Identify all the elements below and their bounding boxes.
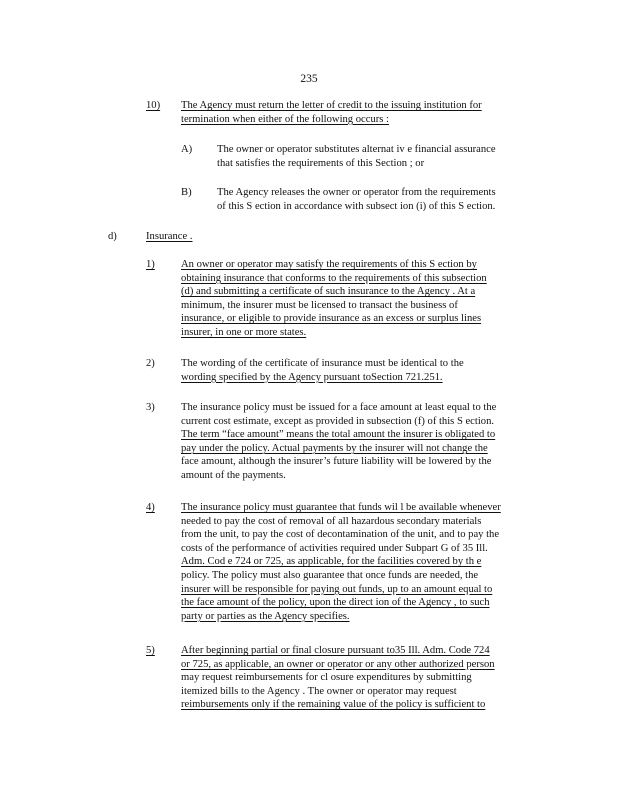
item-text-10: The Agency must return the letter of credit to the issuing institution for termination when either of the following occurs : bbox=[181, 100, 482, 125]
item-text-1: An owner or operator may satisfy the requirements of this S ection by obtaining insurance that conforms to the requirements of this subsection (d) and submitting a certificate of such insurance to the Agency . At a minimum, the insurer must be licensed to transact the business of insurance, or eligible to provide insurance as an excess or surplus lines insurer, in one or more states. bbox=[181, 259, 487, 338]
subitem-label-b: B) bbox=[181, 187, 192, 198]
page-number: 235 bbox=[300, 73, 318, 85]
subitem-label-a: A) bbox=[181, 144, 193, 155]
subitem-text-a: The owner or operator substitutes alternat iv e financial assurance that satisfies the requirements of this Section ; or bbox=[217, 144, 496, 169]
item-label-1: 1) bbox=[146, 259, 155, 270]
section-label-d: d) bbox=[108, 231, 117, 242]
item-label-3: 3) bbox=[146, 402, 155, 413]
item-text-3: The insurance policy must be issued for a face amount at least equal to the current cost estimate, except as provided in subsection (f) of this S ection. The term “face amount” means the total amount the insurer is obligated to pay under the policy. Actual payments by the insurer will not change the face amount, although the insurer’s future liability will be lowered by the amount of the payments. bbox=[181, 402, 497, 481]
item-label-4: 4) bbox=[146, 502, 155, 513]
item-text-5: After beginning partial or final closure pursuant to35 Ill. Adm. Code 724 or 725, as applicable, an owner or operator or any other authorized person may request reimbursements for cl osure expenditures by submitting itemized bills to the Agency . The owner or operator may request reimbursements only if the remaining value of the policy is sufficient to bbox=[181, 645, 495, 711]
item-text-4: The insurance policy must guarantee that funds wil l be available whenever needed to pay the cost of removal of all hazardous secondary materials from the unit, to pay the cost of decontamination of the unit, and to pay the costs of the performance of activities required under Subpart G of 35 Ill. Adm. Cod e 724 or 725, as applicable, for the facilities covered by th e policy. The policy must also guarantee that once funds are needed, the insurer will be responsible for paying out funds, up to an amount equal to the face amount of the policy, upon the direct ion of the Agency , to such party or parties as the Agency specifies. bbox=[181, 502, 501, 622]
item-text-2: The wording of the certificate of insurance must be identical to the wording specified by the Agency pursuant toSection 721.251. bbox=[181, 358, 464, 383]
item-label-5: 5) bbox=[146, 645, 155, 656]
item-label-2: 2) bbox=[146, 358, 155, 369]
section-title-insurance: Insurance . bbox=[146, 231, 193, 242]
item-label-10: 10) bbox=[146, 100, 161, 111]
subitem-text-b: The Agency releases the owner or operator from the requirements of this S ection in accordance with subsect ion (i) of this S ection. bbox=[217, 187, 496, 212]
